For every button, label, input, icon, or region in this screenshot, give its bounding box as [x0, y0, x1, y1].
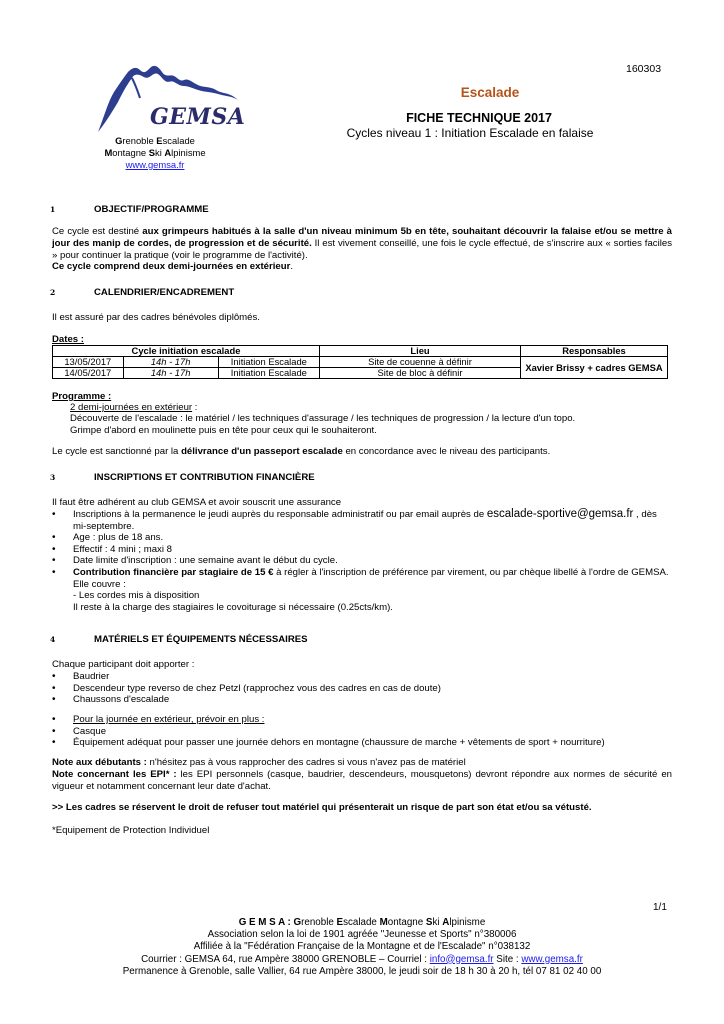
logo-caption — [100, 135, 210, 171]
list-item: • Baudrier — [52, 671, 672, 683]
table-header-cycle: Cycle initiation escalade — [53, 346, 320, 357]
footer-site-link[interactable]: www.gemsa.fr — [521, 953, 583, 965]
section-1-body: Ce cycle est destiné aux grimpeurs habitués à la salle d'un niveau minimum 5b en tête, souhaitant découvrir la falaise et/ou se mettre à jour des manip de cordes, de progression et de sécurité. Il est vivement conseillé, une fois le cycle effectué, de s'inscrire aux « sorties faciles » pour continuer la pratique (voir le programme de l'activité). Ce cycle comprend deux demi-journées en extérieur. — [52, 226, 672, 273]
document-number: 160303 — [626, 63, 662, 75]
list-item: • Pour la journée en extérieur, prévoir en plus : — [52, 714, 672, 726]
footer-line-3: Affiliée à la "Fédération Française de la Montagne et de l'Escalade" n°038132 — [193, 941, 531, 953]
footer-line-1: G E M S A : Grenoble Escalade Montagne Ski Alpinisme — [238, 917, 486, 928]
dates-table — [52, 345, 668, 379]
section-name: Escalade — [460, 85, 520, 100]
footer-line-5: Permanence à Grenoble, salle Vallier, 64 rue Ampère 38000, le jeudi soir de 18 h 30 à 20 h, tél 07 81 02 40 00 — [122, 965, 602, 977]
footer — [100, 917, 624, 978]
list-item: • Inscriptions à la permanence le jeudi auprès du responsable administratif ou par email auprès de escalade-sportive@gemsa.fr , dès mi-septembre. — [52, 509, 672, 532]
list-item: • Effectif : 4 mini ; maxi 8 — [52, 544, 672, 556]
section-4-heading: 4 MATÉRIELS ET ÉQUIPEMENTS NÉCESSAIRES — [50, 634, 308, 645]
section-1-heading: 1 OBJECTIF/PROGRAMME — [50, 204, 209, 215]
outdoor-equipment-list — [52, 714, 672, 749]
logo-line-2: Montagne Ski Alpinisme — [104, 147, 206, 158]
logo-website-link[interactable]: www.gemsa.fr — [125, 159, 185, 170]
page-title: FICHE TECHNIQUE 2017 — [406, 111, 552, 125]
list-item: • Chaussons d'escalade — [52, 694, 672, 706]
list-item: • Descendeur type reverso de chez Petzl (rapprochez vous des cadres en cas de doute) — [52, 683, 672, 695]
dates-label: Dates : — [52, 334, 84, 345]
programme-label: Programme : — [52, 391, 112, 402]
page-subtitle: Cycles niveau 1 : Initiation Escalade en falaise — [346, 126, 594, 140]
warning-text: >> Les cadres se réservent le droit de refuser tout matériel qui présenterait un risque de part son état et/ou sa vétusté. — [52, 802, 592, 813]
section-3-list: • Inscriptions à la permanence le jeudi auprès du responsable administratif ou par email auprès de escalade-sportive@gemsa.fr , dès mi-septembre. • Age : plus de 18 ans. • Effectif : 4 mini ; maxi 8 • Date limite d'inscription : une semaine avant le début du cycle. • Contribution financière par stagiaire de 15 € à régler à l'inscription de préférence par virement, ou par chèque libellé à l'ordre de GEMSA. Elle couvre : - Les cordes mis à disposition Il reste à la charge des stagiaires le covoiturage si nécessaire (0.25cts/km). — [52, 509, 672, 613]
section-3-heading: 3 INSCRIPTIONS ET CONTRIBUTION FINANCIÈRE — [50, 472, 315, 483]
section-2-heading: 2 CALENDRIER/ENCADREMENT — [50, 287, 235, 298]
section-3-intro: Il faut être adhérent au club GEMSA et avoir souscrit une assurance — [52, 497, 342, 508]
list-item: • Équipement adéquat pour passer une journée dehors en montagne (chaussure de marche + vêtements de sport + nourriture) — [52, 737, 672, 749]
table-header-responsables: Responsables — [521, 346, 668, 357]
section-4-intro: Chaque participant doit apporter : — [52, 659, 195, 670]
list-item: • Age : plus de 18 ans. — [52, 532, 672, 544]
responsables-cell: Xavier Brissy + cadres GEMSA — [521, 357, 668, 379]
footer-line-4: Courrier : GEMSA 64, rue Ampère 38000 GRENOBLE – Courriel : info@gemsa.fr Site : www.gemsa.fr — [141, 953, 583, 965]
epi-footnote: *Equipement de Protection Individuel — [52, 825, 210, 836]
page-number: 1/1 — [653, 902, 667, 913]
sanction-text: Le cycle est sanctionné par la délivrance d'un passeport escalade en concordance avec le niveau des participants. — [52, 446, 551, 457]
list-item: • Date limite d'inscription : une semaine avant le début du cycle. — [52, 555, 672, 567]
document-header — [320, 85, 620, 140]
section-2-intro: Il est assuré par des cadres bénévoles diplômés. — [52, 312, 260, 323]
footer-line-2: Association selon la loi de 1901 agréée "Jeunesse et Sports" n°380006 — [207, 929, 517, 941]
logo-brand-text: GEMSA — [150, 104, 246, 130]
mountain-logo-icon — [92, 62, 244, 142]
notes: Note aux débutants : n'hésitez pas à vous rapprocher des cadres si vous n'avez pas de matériel Note concernant les EPI* : les EPI personnels (casque, baudrier, descendeurs, mousquetons) devront répondre aux normes de sécurité en vigueur et notamment concernant leur date d'achat. — [52, 757, 672, 792]
table-header-lieu: Lieu — [320, 346, 521, 357]
list-item: • Contribution financière par stagiaire de 15 € à régler à l'inscription de préférence par virement, ou par chèque libellé à l'ordre de GEMSA. — [52, 567, 672, 579]
equipment-list — [52, 671, 672, 706]
logo-line-1: Grenoble Escalade — [115, 135, 195, 146]
gemsa-logo — [92, 62, 244, 197]
programme-block: Programme : 2 demi-journées en extérieur : Découverte de l'escalade : le matériel / les techniques d'assurage / les techniques de progression / la lecture d'un topo. Grimpe d'abord en moulinette puis en tête pour ceux qui le souhaiteront. — [52, 391, 672, 436]
list-item: • Casque — [52, 726, 672, 738]
table-row: 13/05/2017 14h - 17h Initiation Escalade Site de couenne à définir Xavier Brissy + cadres GEMSA — [53, 357, 668, 368]
footer-email-link[interactable]: info@gemsa.fr — [429, 953, 494, 965]
table-row: 14/05/2017 14h - 17h Initiation Escalade Site de bloc à définir — [53, 368, 668, 379]
